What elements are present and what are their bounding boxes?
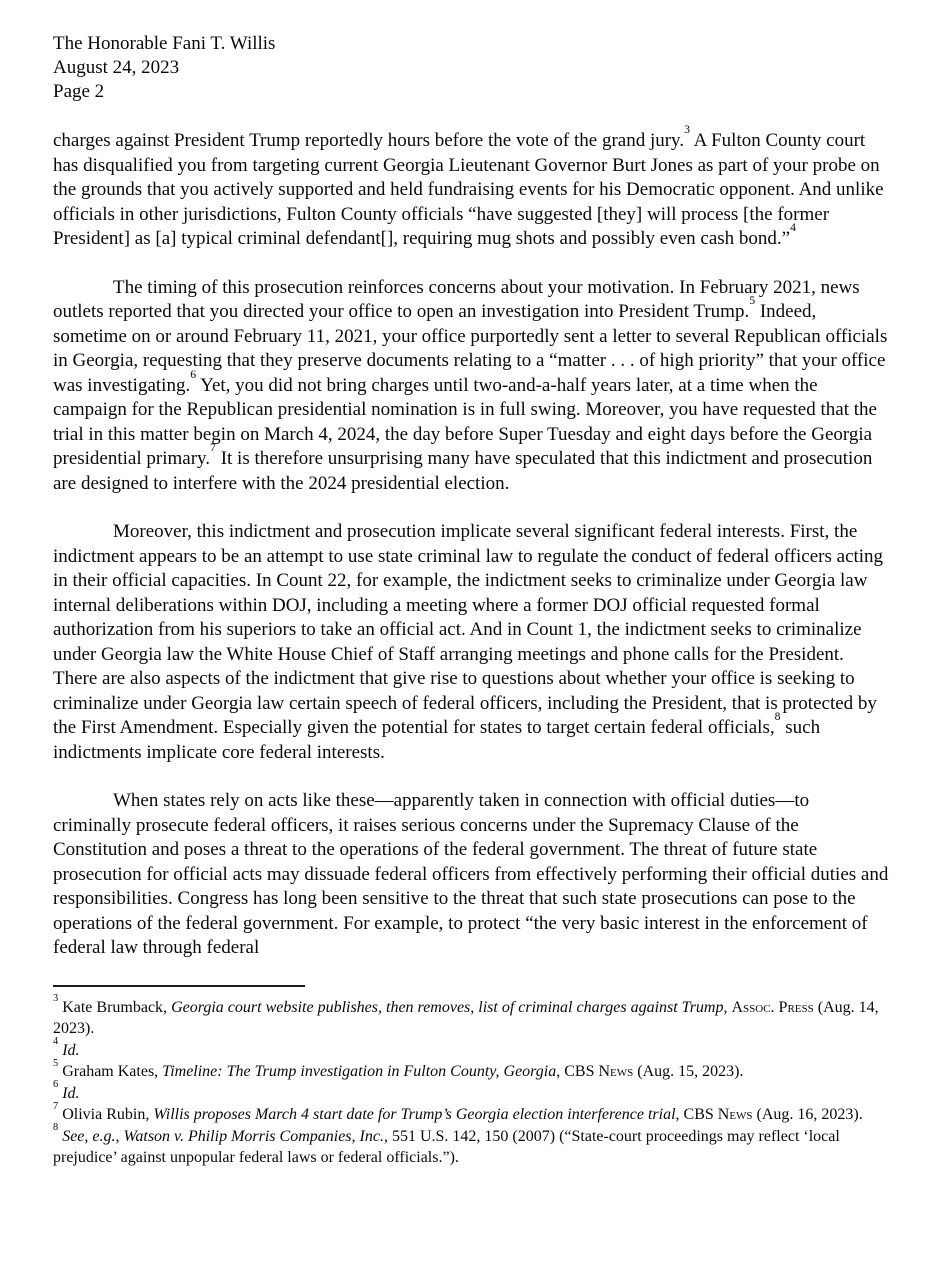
text-run: It is therefore unsurprising many have speculated that this indictment and prosecution are designed to interfere with the 2024 presidential election. xyxy=(53,448,873,494)
text-run: (Aug. 15, 2023). xyxy=(633,1063,744,1080)
footnote-7 xyxy=(53,1100,891,1126)
footnotes-section xyxy=(53,985,891,1169)
text-run: , xyxy=(115,1127,124,1145)
case-name: Watson v. Philip Morris Companies, Inc. xyxy=(123,1127,384,1145)
paragraph-2 xyxy=(53,276,891,497)
footnote-3 xyxy=(53,993,891,1040)
footnote-ref-7: 7 xyxy=(210,441,216,455)
footnote-ref-6: 6 xyxy=(190,367,197,381)
footnote-ref-8: 8 xyxy=(774,710,781,724)
footnote-ref-4: 4 xyxy=(790,221,796,235)
source-name: CBS News xyxy=(683,1106,753,1123)
id-citation: Id. xyxy=(58,1084,80,1102)
letter-header xyxy=(53,32,891,104)
source-name: Assoc. Press xyxy=(731,998,814,1016)
text-run: , xyxy=(556,1063,565,1080)
letter-body xyxy=(53,123,891,961)
article-title: Willis proposes March 4 start date for Trump’s Georgia election interference trial xyxy=(153,1106,676,1123)
footnote-number: 8 xyxy=(53,1122,59,1134)
text-run: (Aug. 16, 2023). xyxy=(752,1106,863,1123)
source-name: CBS News xyxy=(564,1063,634,1080)
footnote-number: 6 xyxy=(53,1079,59,1091)
footnote-5 xyxy=(53,1057,891,1083)
paragraph-4 xyxy=(53,789,891,961)
text-run: Olivia Rubin, xyxy=(58,1106,154,1123)
text-run: , xyxy=(675,1106,684,1123)
text-run: A Fulton County court has disqualified you from targeting current Georgia Lieutenant Governor Burt Jones as part of your probe on the grounds that you actively supported and held fundraising events for his Democratic opponent. And unlike officials in other jurisdictions, Fulton County officials “have suggested [they] will process [the former President] as [a] typical criminal defendant[], requiring mug shots and possibly even cash bond.” xyxy=(53,130,884,249)
text-run: The timing of this prosecution reinforces concerns about your motivation. In February 2021, news outlets reported that you directed your office to open an investigation into President Trump. xyxy=(53,276,860,322)
footnote-separator xyxy=(53,985,305,987)
text-run: Indeed, sometime on or around February 11, 2021, your office purportedly sent a letter to several Republican officials in Georgia, requesting that they preserve documents relating to a “matter . . . of high priority” that your office was investigating. xyxy=(53,301,888,396)
article-title: Georgia court website publishes, then removes, list of criminal charges against Trump xyxy=(171,998,724,1016)
text-run: , 551 U.S. 142, 150 (2007) (“State-court proceedings may reflect ‘local prejudice’ against unpopular federal laws or federal officials.”). xyxy=(53,1127,840,1166)
footnote-number: 4 xyxy=(53,1036,59,1048)
text-run: Kate Brumback, xyxy=(58,998,172,1016)
signal: See, e.g. xyxy=(58,1127,116,1145)
footnote-6 xyxy=(53,1079,891,1105)
text-run: such indictments implicate core federal interests. xyxy=(53,717,821,763)
text-run: charges against President Trump reportedly hours before the vote of the grand jury. xyxy=(53,130,685,151)
text-run: When states rely on acts like these—apparently taken in connection with official duties—to criminally prosecute federal officers, it raises serious concerns under the Supremacy Clause of the Constitution and poses a threat to the operations of the federal government. The threat of future state prosecution for official acts may dissuade federal officers from effectively performing their official duties and responsibilities. Congress has long been sensitive to the threat that such state prosecutions can pose to the operations of the federal government. For example, to protect “the very basic interest in the enforcement of federal law through federal xyxy=(53,790,889,958)
recipient-line: The Honorable Fani T. Willis xyxy=(53,33,276,54)
article-title: Timeline: The Trump investigation in Fulton County, Georgia xyxy=(162,1063,557,1080)
footnote-number: 3 xyxy=(53,993,59,1005)
footnote-ref-3: 3 xyxy=(684,123,690,137)
paragraph-3 xyxy=(53,520,891,765)
footnote-number: 5 xyxy=(53,1057,59,1069)
text-run: , xyxy=(723,998,732,1016)
text-run: Graham Kates, xyxy=(58,1063,163,1080)
footnote-4 xyxy=(53,1036,891,1062)
paragraph-1 xyxy=(53,123,891,252)
footnote-8 xyxy=(53,1122,891,1169)
footnote-number: 7 xyxy=(53,1100,59,1112)
text-run: (Aug. 14, 2023). xyxy=(53,998,879,1037)
id-citation: Id. xyxy=(58,1041,80,1059)
page-number-line: Page 2 xyxy=(53,81,105,102)
text-run: Yet, you did not bring charges until two-and-a-half years later, at a time when the campaign for the Republican presidential nomination is in full swing. Moreover, you have requested that the trial in this matter begin on March 4, 2024, the day before Super Tuesday and eight days before the Georgia presidential primary. xyxy=(53,374,877,469)
text-run: Moreover, this indictment and prosecution implicate several significant federal interests. First, the indictment appears to be an attempt to use state criminal law to regulate the conduct of federal officers acting in their official capacities. In Count 22, for example, the indictment seeks to criminalize under Georgia law internal deliberations within DOJ, including a meeting where a former DOJ official requested formal authorization from his superiors to take an official act. And in Count 1, the indictment seeks to criminalize under Georgia law the White House Chief of Staff arranging meetings and phone calls for the President. There are also aspects of the indictment that give rise to questions about whether your office is seeking to criminalize under Georgia law certain speech of federal officers, including the President, that is protected by the First Amendment. Especially given the potential for states to target certain federal officials, xyxy=(53,521,884,738)
footnote-ref-5: 5 xyxy=(749,294,756,308)
date-line: August 24, 2023 xyxy=(53,57,180,78)
